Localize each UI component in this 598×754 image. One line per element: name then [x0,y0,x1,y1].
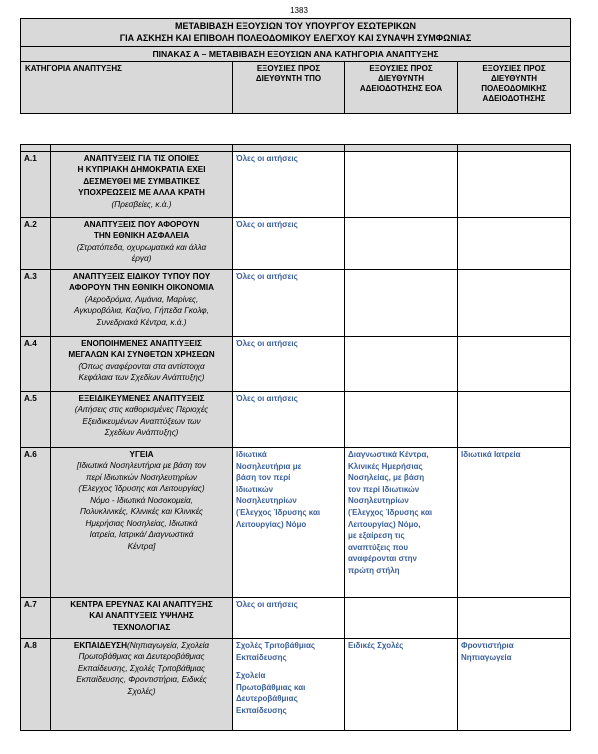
eoa-line: Νοσηλευτηρίων [348,496,409,506]
category-note: Σχεδίων Ανάπτυξης) [104,428,179,438]
municipal-cell [458,392,571,448]
municipal-cell [458,270,571,337]
table-title: ΠΙΝΑΚΑΣ Α – ΜΕΤΑΒΙΒΑΣΗ ΕΞΟΥΣΙΩΝ ΑΝΑ ΚΑΤΗΓΟΡΙΑ ΑΝΑΠΤΥΞΗΣ [21,47,571,62]
category-title: ΕΚΠΑΙΔΕΥΣΗ [73,641,127,650]
tpo-line: Πρωτοβάθμιας και [236,682,306,692]
category-note: Πρωτοβάθμιας και Δευτεροβάθμιας [78,652,205,662]
row-code: Α.8 [21,639,51,731]
category-title: ΔΕΣΜΕΥΘΕΙ ΜΕ ΣΥΜΒΑΤΙΚΕΣ [83,176,200,186]
tpo-line: βάση τον περί [236,473,291,483]
table-row [21,337,571,392]
table-row [21,598,571,639]
municipal-cell [458,337,571,392]
category-cell [51,270,233,337]
category-title: ΤΕΧΝΟΛΟΓΙΑΣ [112,622,171,632]
municipal-line: Νηπιαγωγεία [461,652,512,662]
tpo-cell: Όλες οι αιτήσεις [233,152,345,218]
eoa-line: Λειτουργίας) Νόμο, [348,519,421,529]
eoa-cell [345,448,458,598]
category-note: (Έλεγχος Ίδρυσης και Λειτουργίας) [78,484,205,494]
row-code: Α.3 [21,270,51,337]
page-number: 1383 [290,6,308,15]
category-title: Η ΚΥΠΡΙΑΚΗ ΔΗΜΟΚΡΑΤΙΑ ΕΧΕΙ [77,165,206,175]
eoa-cell [345,152,458,218]
category-note: Εκπαίδευσης, Σχολές Τριτοβάθμιας [77,663,206,673]
eoa-line: αναφέρονται στην [348,554,417,564]
row-code: Α.1 [21,152,51,218]
eoa-line: αναπτύξεις που [348,542,409,552]
category-title: ΤΗΝ ΕΘΝΙΚΗ ΑΣΦΑΛΕΙΑ [93,231,190,241]
category-note: (Πρεσβείες, κ.ά.) [111,199,172,209]
category-title: ΥΠΟΧΡΕΩΣΕΙΣ ΜΕ ΑΛΛΑ ΚΡΑΤΗ [78,188,205,198]
category-note: Εκπαίδευσης, Φροντιστήρια, Ειδικές [76,675,207,685]
tpo-line: Δευτεροβάθμιας [236,694,298,704]
eoa-line: Νοσηλείας, με βάση [348,473,425,483]
col-header-eoa: ΕΞΟΥΣΙΕΣ ΠΡΟΣ ΔΙΕΥΘΥΝΤΗ ΑΔΕΙΟΔΟΤΗΣΗΣ ΕΟΑ [345,62,458,114]
tpo-line: Λειτουργίας) Νόμο [236,519,307,529]
category-note: (Στρατόπεδα, οχυρωματικά και άλλα [76,242,207,252]
eoa-cell: Ειδικές Σχολές [345,639,458,731]
tpo-line: Ιδιωτικά [236,450,267,459]
tpo-line: Σχολεία [236,671,266,681]
row-code: Α.2 [21,218,51,270]
category-note: Κέντρα] [127,541,156,551]
category-title: ΑΦΟΡΟΥΝ ΤΗΝ ΕΘΝΙΚΗ ΟΙΚΟΝΟΜΙΑ [68,283,215,293]
category-cell [51,448,233,598]
category-note: περί Ιδιωτικών Νοσηλευτηρίων [86,472,197,482]
category-title: ΥΓΕΙΑ [129,450,154,459]
eoa-cell [345,337,458,392]
tpo-cell [233,639,345,731]
tpo-line: Σχολές Τριτοβάθμιας [236,641,316,650]
row-code: Α.6 [21,448,51,598]
col-header-tpo: ΕΞΟΥΣΙΕΣ ΠΡΟΣ ΔΙΕΥΘΥΝΤΗ ΤΠΟ [233,62,345,114]
category-title: ΚΕΝΤΡΑ ΕΡΕΥΝΑΣ ΚΑΙ ΑΝΑΠΤΥΞΗΣ [70,600,213,609]
col-header-category: ΚΑΤΗΓΟΡΙΑ ΑΝΑΠΤΥΞΗΣ [21,62,233,114]
municipal-line: Φροντιστήρια [461,641,514,650]
tpo-line: Νοσηλευτηρίων [236,496,297,506]
category-note: Ημερήσιας Νοσηλείας, Ιδιωτικά [85,518,198,528]
row-code: Α.5 [21,392,51,448]
category-note: Ιατρεία, Ιατρικά/ Διαγνωστικά [89,530,194,540]
document-title [21,19,571,47]
category-note: Πολυκλινικές, Κλινικές και Κλινικές [80,507,203,517]
table-row [21,392,571,448]
tpo-cell: Όλες οι αιτήσεις [233,392,345,448]
tpo-cell: Όλες οι αιτήσεις [233,598,345,639]
eoa-line: τον περί Ιδιωτικών [348,484,420,494]
category-note: (Αιτήσεις στις καθορισμένες Περιοχές [74,405,209,415]
category-note: Συνεδριακά Κέντρα, κ.ά.) [96,317,187,327]
main-table [20,144,571,731]
category-title: ΑΝΑΠΤΥΞΕΙΣ ΓΙΑ ΤΙΣ ΟΠΟΙΕΣ [83,154,200,163]
category-title: ΜΕΓΑΛΩΝ ΚΑΙ ΣΥΝΘΕΤΩΝ ΧΡΗΣΕΩΝ [68,350,215,360]
tpo-cell: Όλες οι αιτήσεις [233,218,345,270]
eoa-line: με εξαίρεση τις [348,531,405,541]
title-line-2: ΓΙΑ ΑΣΚΗΣΗ ΚΑΙ ΕΠΙΒΟΛΗ ΠΟΛΕΟΔΟΜΙΚΟΥ ΕΛΕΓΧΟΥ ΚΑΙ ΣΥΝΑΨΗ ΣΥΜΦΩΝΙΑΣ [119,32,472,43]
eoa-line: πρώτη στήλη [348,565,400,575]
col-header-municipal: ΕΞΟΥΣΙΕΣ ΠΡΟΣ ΔΙΕΥΘΥΝΤΗ ΠΟΛΕΟΔΟΜΙΚΗΣ ΑΔΕΙΟΔΟΤΗΣΗΣ [458,62,571,114]
tpo-cell: Όλες οι αιτήσεις [233,337,345,392]
municipal-cell [458,218,571,270]
table-row [21,152,571,218]
eoa-line: Κλινικές Ημερήσιας [348,461,423,471]
municipal-cell [458,639,571,731]
category-note: Κεφάλαια των Σχεδίων Ανάπτυξης) [78,373,205,383]
category-note: (Όπως αναφέρονται στα αντίστοιχα [78,361,205,371]
category-note: Νόμο - Ιδιωτικά Νοσοκομεία, [90,495,193,505]
category-cell [51,337,233,392]
eoa-cell [345,218,458,270]
row-code: Α.7 [21,598,51,639]
category-note: έργα) [131,254,152,264]
category-note: Σχολές) [127,686,156,696]
tpo-line: Εκπαίδευσης [236,705,287,715]
tpo-line: Εκπαίδευσης [236,652,287,662]
category-title: ΕΞΕΙΔΙΚΕΥΜΕΝΕΣ ΑΝΑΠΤΥΞΕΙΣ [78,394,205,403]
category-cell [51,152,233,218]
category-cell [51,392,233,448]
tpo-line: Νοσηλευτήρια με [236,461,302,471]
title-line-1: ΜΕΤΑΒΙΒΑΣΗ ΕΞΟΥΣΙΩΝ ΤΟΥ ΥΠΟΥΡΓΟΥ ΕΣΩΤΕΡΙΚΩΝ [174,21,417,31]
category-title: ΑΝΑΠΤΥΞΕΙΣ ΠΟΥ ΑΦΟΡΟΥΝ [83,220,200,229]
category-title: ΚΑΙ ΑΝΑΠΤΥΞΕΙΣ ΥΨΗΛΗΣ [89,611,194,621]
eoa-line: (Έλεγχος Ίδρυσης και [348,507,433,517]
eoa-cell [345,598,458,639]
category-note: (Αεροδρόμια, Λιμάνια, Μαρίνες, [84,294,199,304]
eoa-cell [345,392,458,448]
tpo-cell: Όλες οι αιτήσεις [233,270,345,337]
category-cell [51,639,233,731]
category-cell [51,598,233,639]
category-note: Εξειδικευμένων Αναπτύξεων των [82,416,201,426]
table-row [21,448,571,598]
category-note: Αγκυροβόλια, Καζίνο, Γήπεδα Γκολφ, [74,306,209,316]
municipal-cell: Ιδιωτικά Ιατρεία [458,448,571,598]
category-title: ΑΝΑΠΤΥΞΕΙΣ ΕΙΔΙΚΟΥ ΤΥΠΟΥ ΠΟΥ [72,272,211,281]
category-cell [51,218,233,270]
header-table [20,18,571,114]
municipal-cell [458,152,571,218]
tpo-cell [233,448,345,598]
category-note: [Ιδιωτικά Νοσηλευτήρια με βάση τον [76,461,207,471]
eoa-cell [345,270,458,337]
category-title: ΕΝΟΠΟΙΗΜΕΝΕΣ ΑΝΑΠΤΥΞΕΙΣ [81,339,202,348]
tpo-line: (Έλεγχος Ίδρυσης και [236,507,321,517]
eoa-line: Διαγνωστικά Κέντρα, [348,450,429,459]
category-note: (Νηπιαγωγεία, Σχολεία [126,641,210,650]
table-row [21,218,571,270]
row-code: Α.4 [21,337,51,392]
table-row [21,639,571,731]
municipal-cell [458,598,571,639]
tpo-line: Ιδιωτικών [236,484,274,494]
table-row [21,270,571,337]
